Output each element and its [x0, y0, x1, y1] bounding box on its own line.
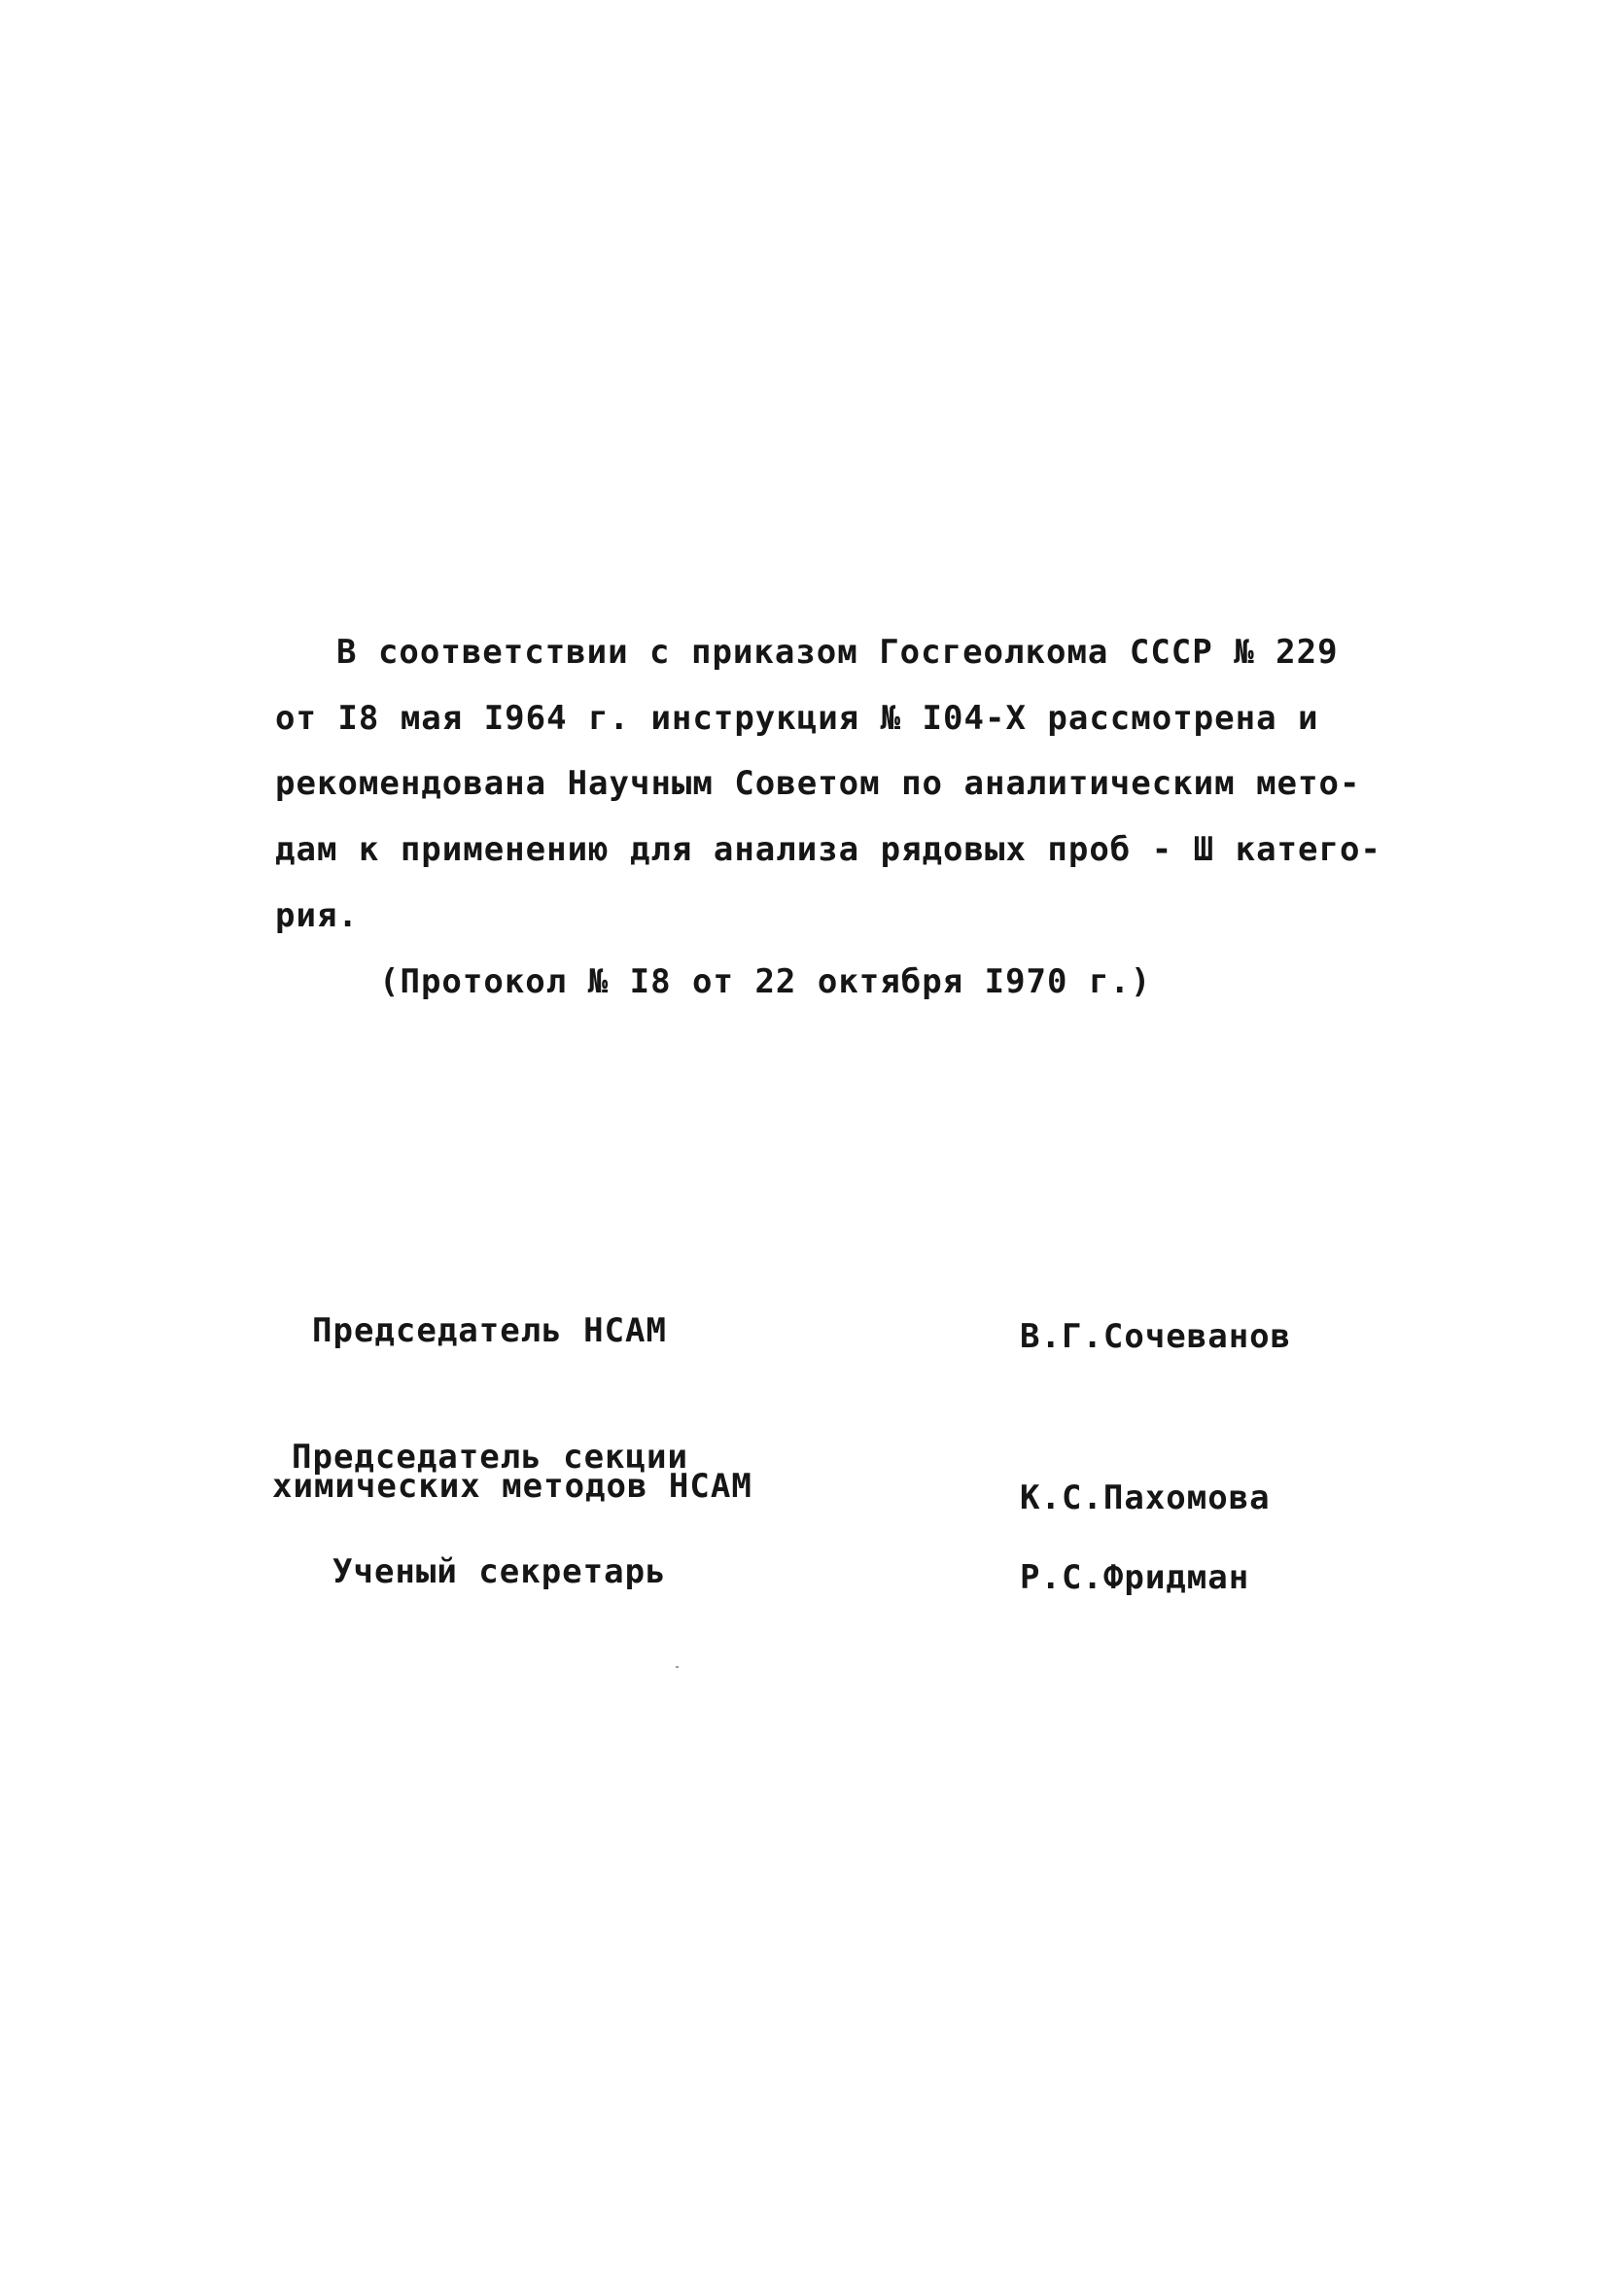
approval-text-line-1: В соответствии с приказом Госгеолкома СССР № 229 [336, 633, 1339, 672]
approval-text-line-5: рия. [275, 896, 359, 935]
approval-text-line-4: дам к применению для анализа рядовых проб - Ш катего- [275, 830, 1381, 869]
chair-role: Председатель НСАМ [312, 1311, 667, 1350]
secretary-name: Р.С.Фридман [1020, 1558, 1250, 1597]
approval-text-line-3: рекомендована Научным Советом по аналитическим мето- [275, 764, 1361, 803]
section-chair-name: К.С.Пахомова [1020, 1478, 1271, 1517]
secretary-role: Ученый секретарь [332, 1552, 667, 1591]
section-chair-role-line-2: химических методов НСАМ [272, 1467, 752, 1506]
scan-speck [676, 1666, 679, 1668]
approval-text-line-2: от I8 мая I964 г. инструкция № I04-Х рассмотрена и [275, 699, 1319, 738]
protocol-reference: (Протокол № I8 от 22 октября I970 г.) [379, 962, 1152, 1001]
chair-name: В.Г.Сочеванов [1020, 1317, 1292, 1356]
section-chair-role-line-1: Председатель секции [292, 1438, 688, 1477]
